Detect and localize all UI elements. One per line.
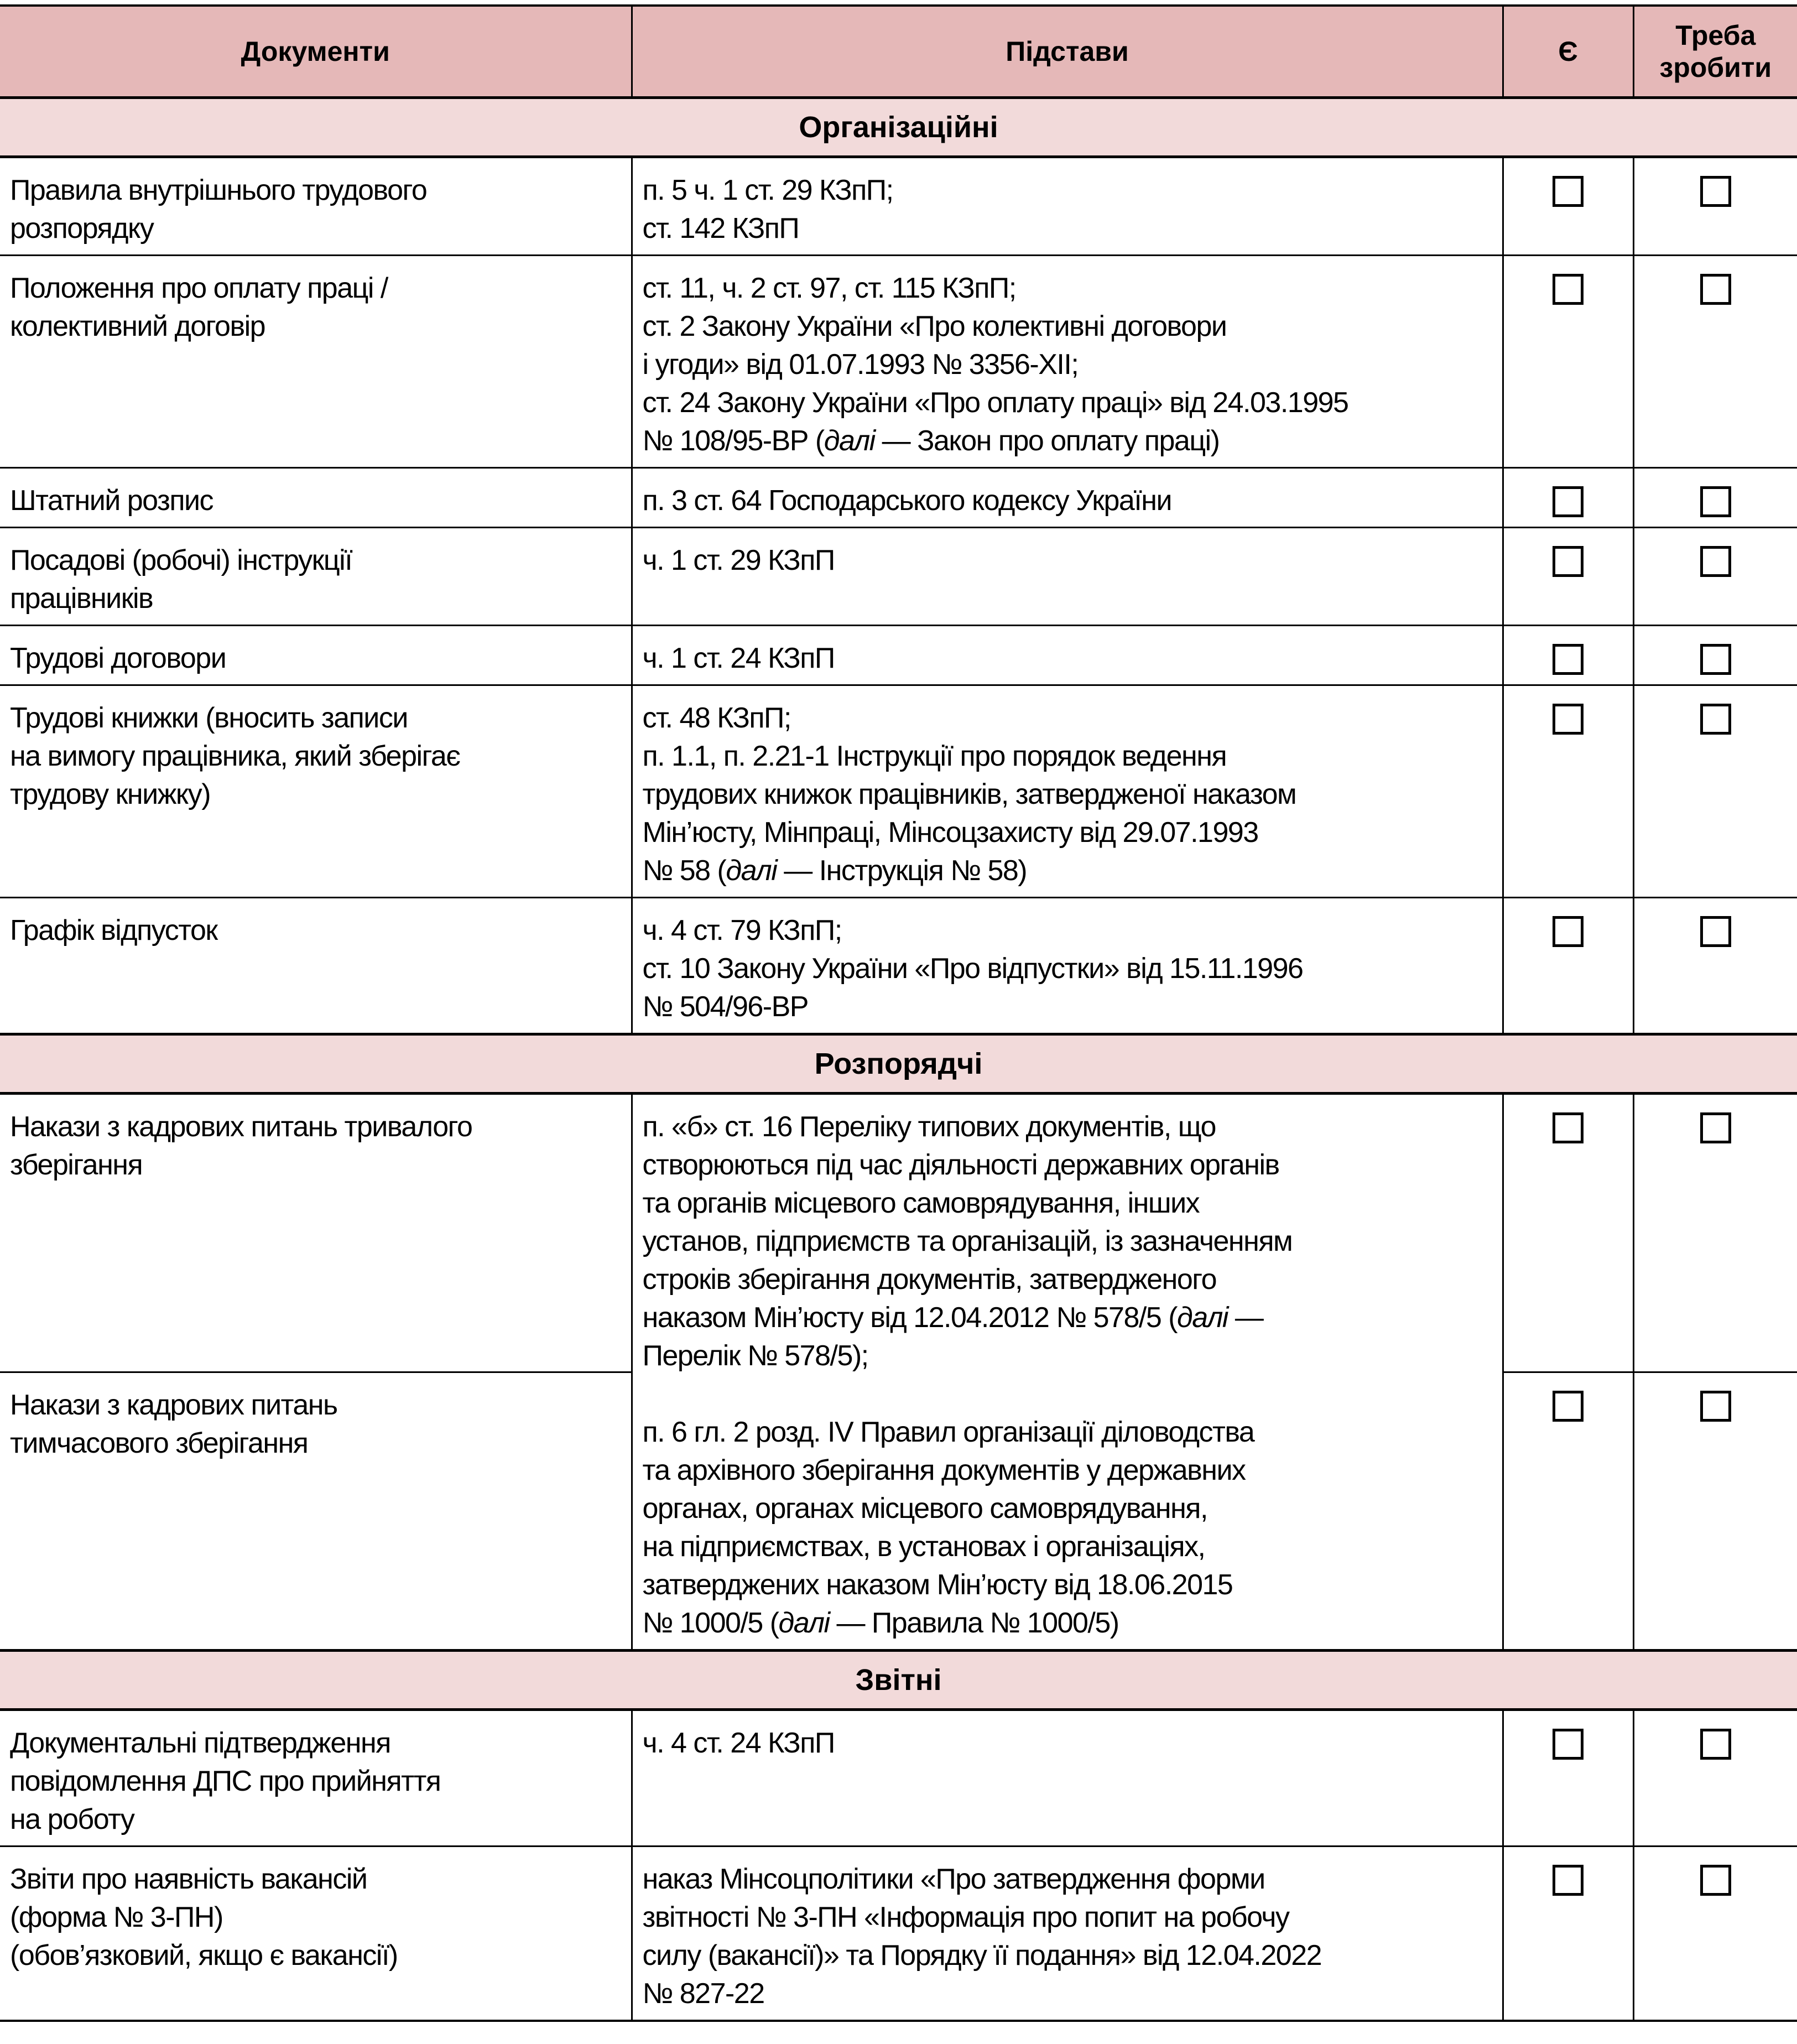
todo-cell [1633, 1094, 1797, 1372]
legal-basis [632, 626, 1503, 685]
text-line: ст. 48 КЗпП; [642, 702, 791, 734]
text-line: Трудові договори [10, 642, 226, 674]
exists-checkbox[interactable] [1553, 1865, 1584, 1896]
todo-cell [1633, 626, 1797, 685]
todo-header-line1: Треба [1675, 20, 1756, 51]
text-line: зберігання [10, 1149, 143, 1181]
legal-basis [632, 1710, 1503, 1847]
text-line: трудових книжок працівників, затвердженої наказом [642, 778, 1296, 810]
exists-cell [1503, 1847, 1633, 2021]
todo-checkbox[interactable] [1700, 1391, 1731, 1422]
column-header-basis: Підстави [632, 6, 1503, 98]
section-row [0, 98, 1797, 157]
table-row [0, 685, 1797, 898]
text-line: п. 6 гл. 2 розд. IV Правил організації діловодства [642, 1416, 1254, 1448]
text-line: ст. 10 Закону України «Про відпустки» від 15.11.1996 [642, 953, 1303, 985]
text-line: трудову книжку) [10, 778, 211, 810]
text-line: Звіти про наявність вакансій [10, 1863, 367, 1895]
text-line: п. 3 ст. 64 Господарського кодексу України [642, 485, 1172, 517]
text-line: п. «б» ст. 16 Переліку типових документів, що [642, 1111, 1216, 1143]
legal-basis [632, 157, 1503, 256]
text-line: п. 5 ч. 1 ст. 29 КЗпП; [642, 174, 893, 206]
text-line: № 504/96-ВР [642, 991, 808, 1023]
exists-checkbox[interactable] [1553, 546, 1584, 577]
exists-cell [1503, 157, 1633, 256]
todo-cell [1633, 898, 1797, 1034]
text-line: Положення про оплату праці / [10, 272, 388, 304]
exists-cell [1503, 256, 1633, 468]
text-line: № 1000/5 (далі — Правила № 1000/5) [642, 1607, 1119, 1639]
exists-cell [1503, 1710, 1633, 1847]
column-header-documents: Документи [0, 6, 632, 98]
todo-cell [1633, 1710, 1797, 1847]
text-line: ч. 1 ст. 29 КЗпП [642, 544, 835, 576]
text-line: органах, органах місцевого самоврядування, [642, 1492, 1207, 1525]
table-row [0, 1710, 1797, 1847]
paragraph-gap [643, 1375, 1492, 1413]
exists-checkbox[interactable] [1553, 486, 1584, 517]
text-line: на вимогу працівника, який зберігає [10, 740, 460, 772]
todo-cell [1633, 1847, 1797, 2021]
document-name [0, 1094, 632, 1372]
document-name [0, 256, 632, 468]
table-row [0, 256, 1797, 468]
todo-checkbox[interactable] [1700, 1112, 1731, 1143]
todo-checkbox[interactable] [1700, 1729, 1731, 1760]
exists-checkbox[interactable] [1553, 1112, 1584, 1143]
italic-term: далі [1177, 1302, 1228, 1334]
text-line: № 58 (далі — Інструкція № 58) [642, 855, 1027, 887]
table-row [0, 1847, 1797, 2021]
exists-checkbox[interactable] [1553, 1729, 1584, 1760]
todo-cell [1633, 528, 1797, 626]
text-line: (обов’язковий, якщо є вакансії) [10, 1939, 398, 1972]
exists-checkbox[interactable] [1553, 1391, 1584, 1422]
document-name [0, 1710, 632, 1847]
text-line: п. 1.1, п. 2.21-1 Інструкції про порядок ведення [642, 740, 1227, 772]
column-header-exists: Є [1503, 6, 1633, 98]
legal-basis [632, 468, 1503, 528]
todo-checkbox[interactable] [1700, 274, 1731, 305]
text-line: ч. 4 ст. 24 КЗпП [642, 1727, 835, 1759]
text-line: Трудові книжки (вносить записи [10, 702, 408, 734]
text-line: на роботу [10, 1803, 134, 1835]
text-line: створюються під час діяльності державних органів [642, 1149, 1279, 1181]
text-line: Штатний розпис [10, 485, 213, 517]
document-name [0, 1847, 632, 2021]
legal-basis [632, 685, 1503, 898]
todo-cell [1633, 685, 1797, 898]
text-line: розпорядку [10, 212, 154, 245]
exists-checkbox[interactable] [1553, 916, 1584, 947]
text-line: Посадові (робочі) інструкції [10, 544, 352, 576]
section-row [0, 1651, 1797, 1710]
table-row [0, 898, 1797, 1034]
text-line: звітності № 3-ПН «Інформація про попит на робочу [642, 1901, 1289, 1933]
todo-checkbox[interactable] [1700, 916, 1731, 947]
italic-term: далі [824, 425, 875, 457]
legal-basis [632, 898, 1503, 1034]
legal-basis [632, 1847, 1503, 2021]
section-title: Розпорядчі [0, 1034, 1797, 1094]
text-line: на підприємствах, в установах і організаціях, [642, 1531, 1205, 1563]
section-title: Організаційні [0, 98, 1797, 157]
text-line: ст. 24 Закону України «Про оплату праці» від 24.03.1995 [642, 387, 1348, 419]
text-line: Перелік № 578/5); [642, 1340, 868, 1372]
text-line: № 108/95-ВР (далі — Закон про оплату праці) [642, 425, 1220, 457]
table-row [0, 626, 1797, 685]
text-line: наказом Мін’юсту від 12.04.2012 № 578/5 (далі — [642, 1302, 1263, 1334]
table-row [0, 468, 1797, 528]
table-row [0, 1094, 1797, 1372]
document-name [0, 157, 632, 256]
exists-cell [1503, 626, 1633, 685]
italic-term: далі [726, 855, 777, 887]
exists-cell [1503, 685, 1633, 898]
exists-cell [1503, 1372, 1633, 1651]
todo-checkbox[interactable] [1700, 644, 1731, 675]
text-line: Мін’юсту, Мінпраці, Мінсоцзахисту від 29.07.1993 [642, 816, 1258, 849]
text-line: установ, підприємств та організацій, із зазначенням [642, 1225, 1293, 1257]
text-line: № 827-22 [642, 1978, 764, 2010]
todo-header-line2: зробити [1659, 52, 1772, 83]
section-row [0, 1034, 1797, 1094]
text-line: ч. 1 ст. 24 КЗпП [642, 642, 835, 674]
table-header-row [0, 6, 1797, 98]
text-line: ст. 142 КЗпП [642, 212, 799, 245]
exists-checkbox[interactable] [1553, 644, 1584, 675]
exists-cell [1503, 528, 1633, 626]
text-line: працівників [10, 582, 153, 615]
exists-checkbox[interactable] [1553, 176, 1584, 207]
documents-checklist [0, 4, 1797, 2022]
todo-cell [1633, 1372, 1797, 1651]
italic-term: далі [778, 1607, 830, 1639]
document-name [0, 898, 632, 1034]
exists-checkbox[interactable] [1553, 274, 1584, 305]
exists-checkbox[interactable] [1553, 704, 1584, 735]
text-line: Документальні підтвердження [10, 1727, 390, 1759]
text-line: (форма № 3-ПН) [10, 1901, 223, 1933]
section-title: Звітні [0, 1651, 1797, 1710]
document-name [0, 626, 632, 685]
todo-cell [1633, 468, 1797, 528]
todo-checkbox[interactable] [1700, 704, 1731, 735]
exists-cell [1503, 898, 1633, 1034]
text-line: Накази з кадрових питань тривалого [10, 1111, 472, 1143]
todo-cell [1633, 157, 1797, 256]
todo-checkbox[interactable] [1700, 1865, 1731, 1896]
table-row [0, 157, 1797, 256]
todo-checkbox[interactable] [1700, 546, 1731, 577]
text-line: ст. 2 Закону України «Про колективні договори [642, 310, 1227, 342]
text-line: та органів місцевого самоврядування, інших [642, 1187, 1200, 1219]
document-name [0, 468, 632, 528]
checklist-table [0, 4, 1797, 2022]
text-line: ч. 4 ст. 79 КЗпП; [642, 914, 842, 946]
column-header-todo [1633, 6, 1797, 98]
document-name [0, 528, 632, 626]
text-line: силу (вакансії)» та Порядку її подання» від 12.04.2022 [642, 1939, 1322, 1972]
text-line: тимчасового зберігання [10, 1427, 308, 1459]
table-row [0, 528, 1797, 626]
text-line: строків зберігання документів, затвердженого [642, 1263, 1217, 1296]
todo-checkbox[interactable] [1700, 486, 1731, 517]
text-line: наказ Мінсоцполітики «Про затвердження форми [642, 1863, 1265, 1895]
text-line: і угоди» від 01.07.1993 № 3356-XII; [642, 349, 1079, 381]
legal-basis-shared [632, 1094, 1503, 1651]
exists-cell [1503, 1094, 1633, 1372]
document-name [0, 685, 632, 898]
todo-checkbox[interactable] [1700, 176, 1731, 207]
legal-basis [632, 256, 1503, 468]
todo-cell [1633, 256, 1797, 468]
text-line: ст. 11, ч. 2 ст. 97, ст. 115 КЗпП; [642, 272, 1016, 304]
text-line: Графік відпусток [10, 914, 217, 946]
text-line: Накази з кадрових питань [10, 1388, 337, 1421]
table-body [0, 98, 1797, 2021]
text-line: колективний договір [10, 310, 265, 342]
legal-basis [632, 528, 1503, 626]
text-line: затверджених наказом Мін’юсту від 18.06.2015 [642, 1569, 1233, 1601]
document-name [0, 1372, 632, 1651]
exists-cell [1503, 468, 1633, 528]
text-line: Правила внутрішнього трудового [10, 174, 427, 206]
text-line: повідомлення ДПС про прийняття [10, 1765, 441, 1797]
text-line: та архівного зберігання документів у державних [642, 1454, 1246, 1486]
